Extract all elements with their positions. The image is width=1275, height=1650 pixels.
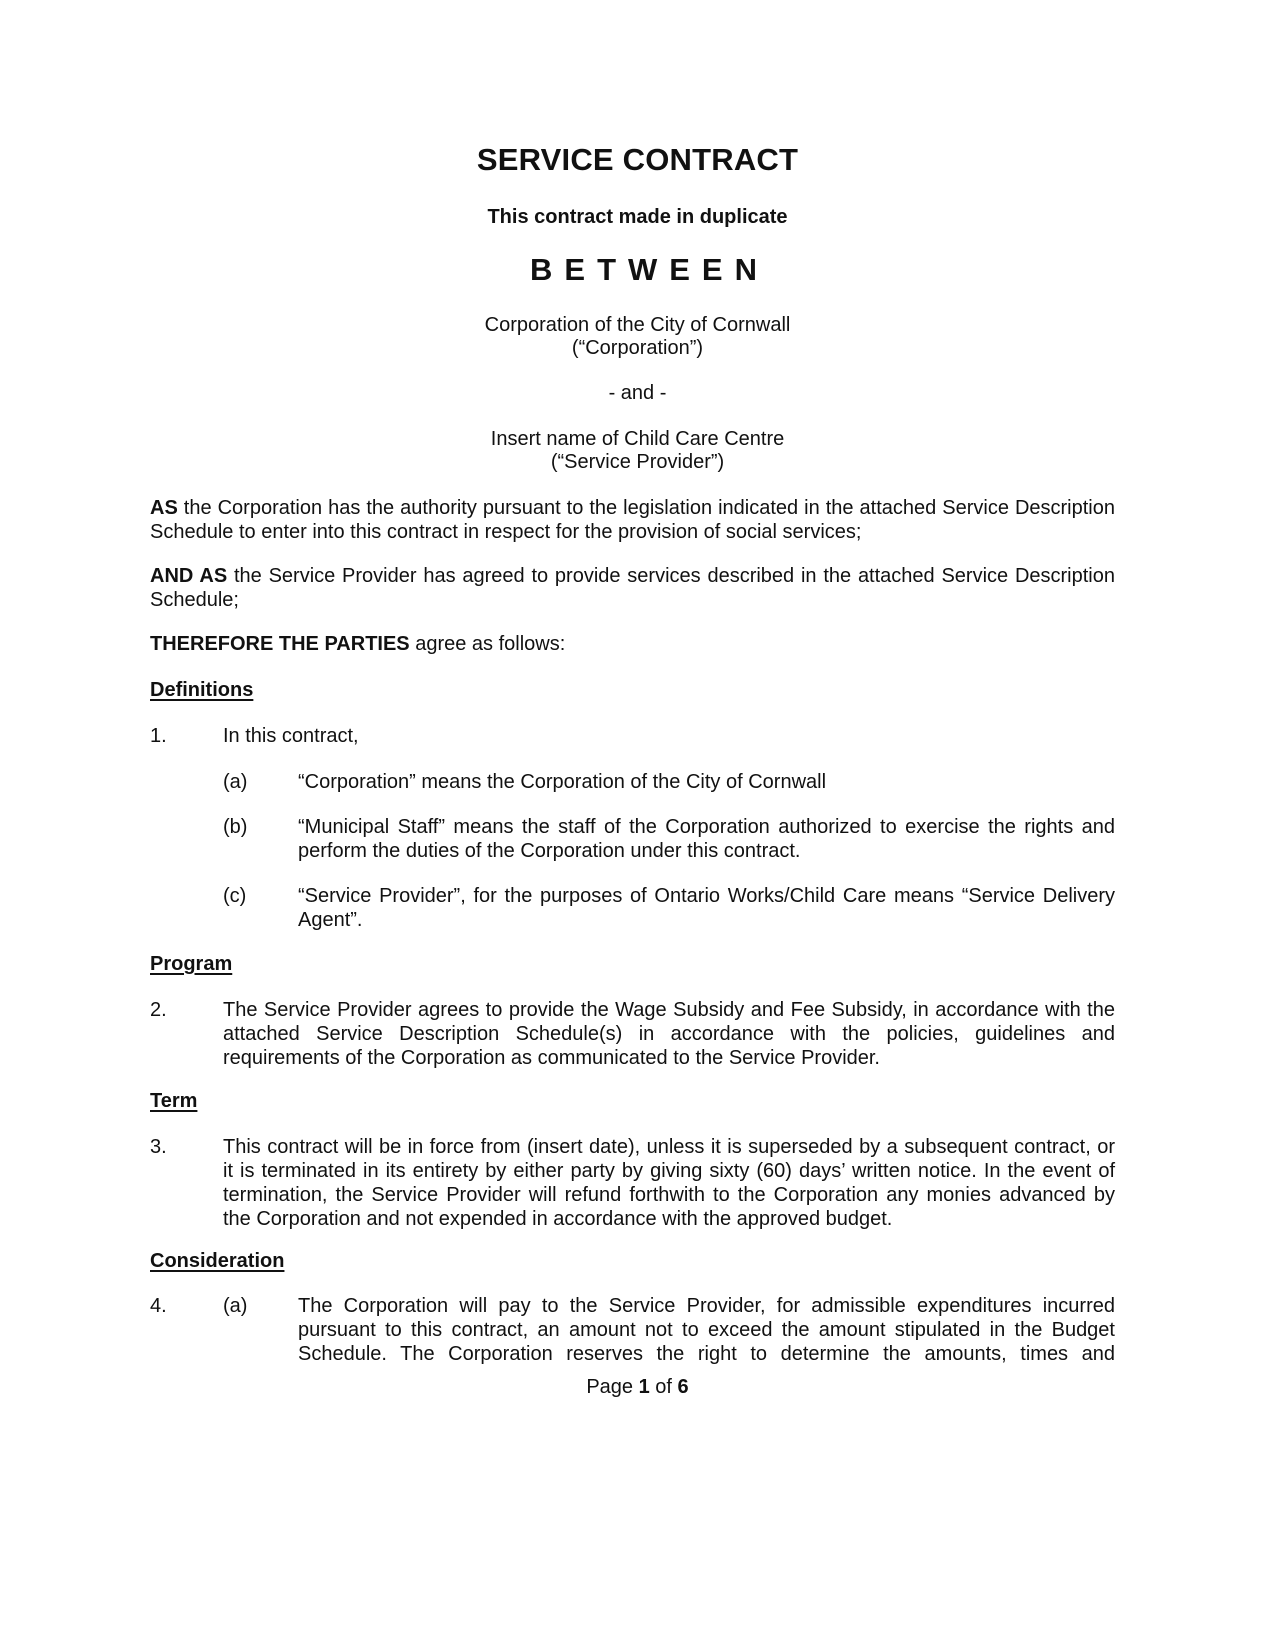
definitions-intro: In this contract, [223,725,359,747]
page-of: of [649,1376,678,1398]
heading-consideration: Consideration [150,1250,285,1272]
section-number-1: 1. [150,725,167,747]
recital-as [150,496,1115,544]
definition-text-b: “Municipal Staff” means the staff of the Corporation authorized to exercise the rights and perform the duties of the Corporation under this contract. [298,816,1115,862]
party2-alias: (“Service Provider”) [550,451,725,473]
definition-label-b: (b) [223,816,248,838]
program-text: The Service Provider agrees to provide the Wage Subsidy and Fee Subsidy, in accordance with the attached Service Description Schedule(s) in accordance with the policies, guidelines and requirements of the Corporation as communicated to the Service Provider. [223,999,1115,1069]
definition-text-a: “Corporation” means the Corporation of the City of Cornwall [298,771,827,793]
page-current: 1 [638,1376,650,1398]
section-number-3: 3. [150,1136,167,1158]
page-number [0,1375,1275,1399]
section-number-2: 2. [150,999,167,1021]
recital-and-as-lead: AND AS [150,565,228,587]
party1-name: Corporation of the City of Cornwall [484,314,791,336]
heading-definitions: Definitions [150,679,254,701]
recital-and-as [150,564,1115,612]
recital-as-lead: AS [150,497,178,519]
recital-therefore-text: agree as follows: [409,633,566,655]
recital-therefore [150,632,1115,656]
between-heading: BETWEEN [530,252,769,287]
and-separator: - and - [608,382,667,404]
definition-label-a: (a) [223,771,248,793]
heading-term: Term [150,1090,198,1112]
page-total: 6 [677,1376,689,1398]
consideration-text-a: The Corporation will pay to the Service Provider, for admissible expenditures incurred pursuant to this contract, an amount not to exceed the amount stipulated in the Budget Schedule. The Corporation reserves the right to determine the amounts, times and [298,1295,1115,1365]
party1-alias: (“Corporation”) [571,337,704,359]
recital-therefore-lead: THEREFORE THE PARTIES [150,633,410,655]
document-title: SERVICE CONTRACT [476,142,799,177]
document-subtitle: This contract made in duplicate [487,206,788,228]
term-text: This contract will be in force from (insert date), unless it is superseded by a subsequent contract, or it is terminated in its entirety by either party by giving sixty (60) days’ written notice. In the event of termination, the Service Provider will refund forthwith to the Corporation any monies advanced by the Corporation and not expended in accordance with the approved budget. [223,1136,1115,1230]
definition-text-c: “Service Provider”, for the purposes of Ontario Works/Child Care means “Service Delivery Agent”. [298,885,1115,931]
heading-program: Program [150,953,233,975]
definition-label-c: (c) [223,885,247,907]
consideration-label-a: (a) [223,1295,248,1317]
recital-and-as-text: the Service Provider has agreed to provide services described in the attached Service Description Schedule; [150,565,1115,611]
party2-name: Insert name of Child Care Centre [490,428,785,450]
page-prefix: Page [586,1376,639,1398]
section-number-4: 4. [150,1295,167,1317]
recital-as-text: the Corporation has the authority pursuant to the legislation indicated in the attached Service Description Schedule to enter into this contract in respect for the provision of social services; [150,497,1115,543]
